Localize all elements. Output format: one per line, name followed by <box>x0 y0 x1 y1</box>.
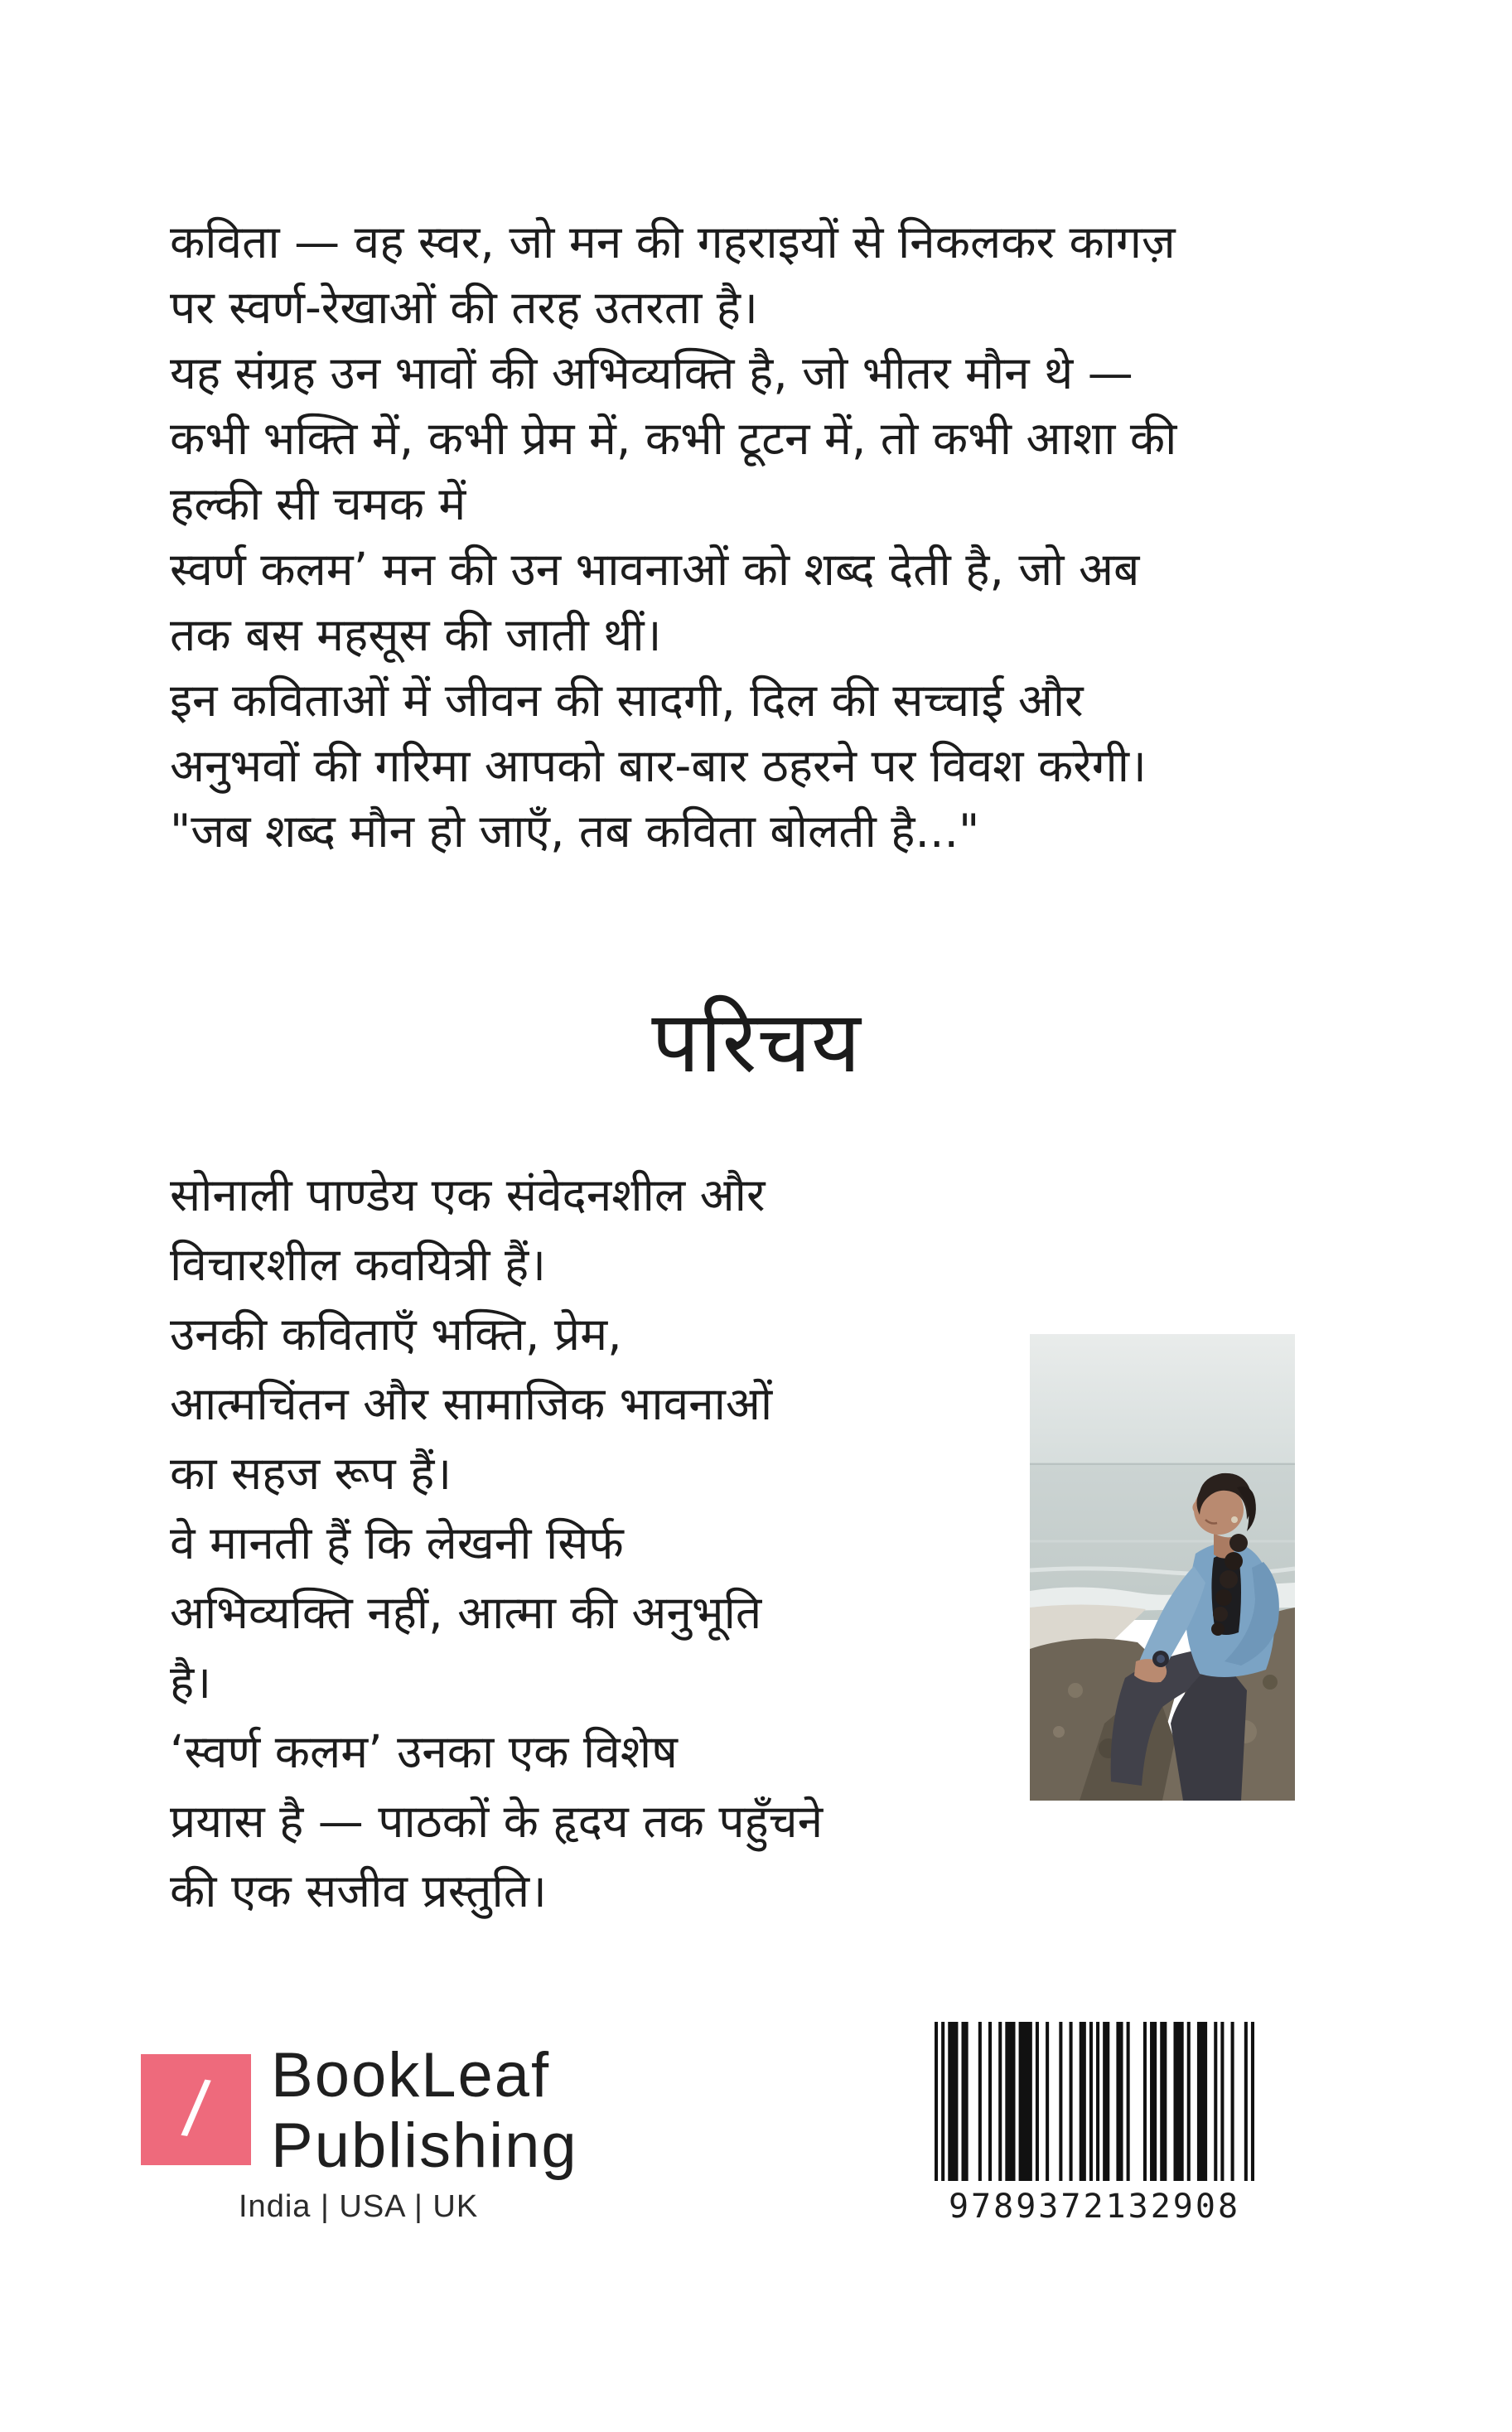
barcode-bar <box>1019 2022 1032 2181</box>
bio-line: का सहज रूप हैं। <box>170 1447 452 1500</box>
bio-line: वे मानती हैं कि लेखनी सिर्फ <box>170 1516 624 1569</box>
barcode-bar <box>941 2022 944 2181</box>
publisher-name <box>271 2040 578 2181</box>
barcode-bar <box>988 2022 992 2181</box>
blurb-line: पर स्वर्ण-रेखाओं की तरह उतरता है। <box>170 281 758 334</box>
bio-line: अभिव्यक्ति नहीं, आत्मा की अनुभूति <box>170 1586 762 1639</box>
bio-line: उनकी कविताएँ भक्ति, प्रेम, <box>170 1308 622 1361</box>
barcode-bar <box>978 2022 982 2181</box>
barcode-bar <box>1059 2022 1062 2181</box>
barcode-bar <box>1244 2022 1248 2181</box>
barcode-bars <box>935 2022 1254 2181</box>
barcode-bar <box>1070 2022 1073 2181</box>
barcode-bar <box>1005 2022 1015 2181</box>
bio-line: ‘स्वर्ण कलम’ उनका एक विशेष <box>170 1725 678 1778</box>
barcode-bar <box>1127 2022 1130 2181</box>
barcode-bar <box>948 2022 958 2181</box>
barcode-bar <box>998 2022 1002 2181</box>
blurb-line: यह संग्रह उन भावों की अभिव्यक्ति है, जो भीतर मौन थे — <box>170 346 1133 399</box>
barcode-bar <box>1160 2022 1167 2181</box>
barcode-bar <box>1089 2022 1093 2181</box>
barcode-bar <box>962 2022 969 2181</box>
bio-line: की एक सजीव प्रस्तुति। <box>170 1864 547 1917</box>
barcode-bar <box>1046 2022 1049 2181</box>
bio-line: सोनाली पाण्डेय एक संवेदनशील और <box>170 1168 766 1221</box>
barcode-bar <box>1036 2022 1039 2181</box>
isbn-barcode <box>935 2022 1254 2181</box>
bio-line: विचारशील कवयित्री हैं। <box>170 1238 547 1291</box>
blurb-line: तक बस महसूस की जाती थीं। <box>170 608 662 661</box>
barcode-bar <box>1103 2022 1109 2181</box>
barcode-bar <box>1173 2022 1183 2181</box>
barcode-bar <box>1116 2022 1123 2181</box>
intro-heading: परिचय <box>651 993 861 1092</box>
slash-icon: / <box>178 2063 214 2155</box>
barcode-bar <box>1143 2022 1147 2181</box>
blurb-line: कविता — वह स्वर, जो मन की गहराइयों से निकलकर कागज़ <box>170 215 1176 268</box>
barcode-bar <box>1251 2022 1254 2181</box>
publisher-logo <box>141 2054 251 2165</box>
blurb-line: "जब शब्द मौन हो जाएँ, तब कविता बोलती है..." <box>170 805 980 858</box>
barcode-bar <box>1214 2022 1217 2181</box>
bio-line: प्रयास है — पाठकों के हृदय तक पहुँचने <box>170 1795 824 1848</box>
barcode-bar <box>1096 2022 1099 2181</box>
barcode-bar <box>1150 2022 1157 2181</box>
barcode-bar <box>935 2022 938 2181</box>
blurb-line: अनुभवों की गरिमा आपको बार-बार ठहरने पर विवश करेगी। <box>170 739 1147 792</box>
publisher-name-line2: Publishing <box>271 2110 578 2181</box>
author-bio <box>170 1160 1023 1926</box>
barcode-bar <box>1080 2022 1086 2181</box>
bio-line: है। <box>170 1656 212 1709</box>
barcode-bar <box>1187 2022 1191 2181</box>
publisher-name-line1: BookLeaf <box>271 2040 551 2110</box>
bio-line: आत्मचिंतन और सामाजिक भावनाओं <box>170 1377 773 1430</box>
publisher-regions: India | USA | UK <box>239 2189 479 2224</box>
barcode-bar <box>1197 2022 1207 2181</box>
blurb-line: स्वर्ण कलम’ मन की उन भावनाओं को शब्द देती है, जो अब <box>170 543 1140 596</box>
blurb-line: इन कविताओं में जीवन की सादगी, दिल की सच्चाई और <box>170 674 1084 727</box>
author-photo-illustration <box>1030 1334 1295 1801</box>
isbn-number: 9789372132908 <box>948 2188 1241 2226</box>
blurb-line: कभी भक्ति में, कभी प्रेम में, कभी टूटन में, तो कभी आशा की <box>170 412 1177 465</box>
barcode-bar <box>1220 2022 1224 2181</box>
author-photo <box>1030 1334 1295 1801</box>
barcode-bar <box>1231 2022 1234 2181</box>
book-blurb <box>170 210 1396 864</box>
blurb-line: हल्की सी चमक में <box>170 477 466 530</box>
